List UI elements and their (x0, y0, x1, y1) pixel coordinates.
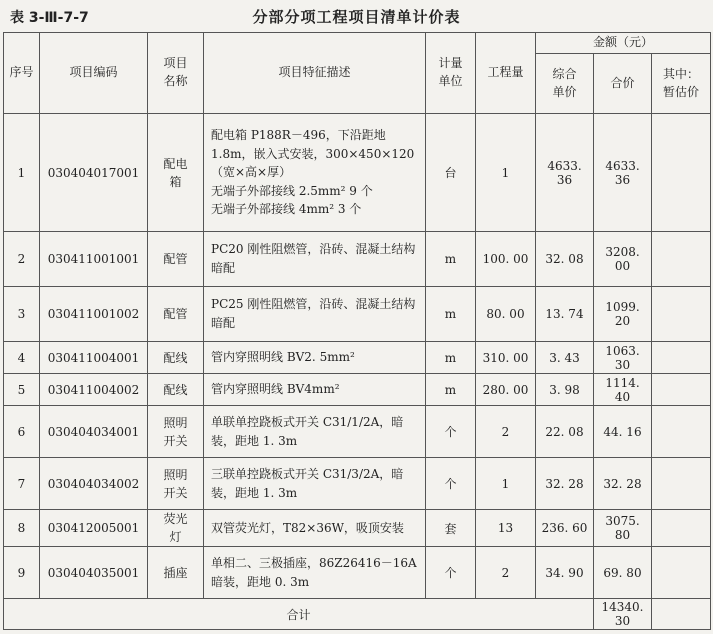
row-desc (204, 374, 426, 406)
row-unit: m (426, 374, 476, 406)
row-total: 3208. 00 (594, 232, 652, 287)
row-unit-price: 32. 28 (536, 458, 594, 510)
row-qty: 310. 00 (476, 342, 536, 374)
row-qty: 100. 00 (476, 232, 536, 287)
row-code: 030404035001 (40, 547, 148, 599)
row-total: 3075. 80 (594, 510, 652, 547)
row-provisional (652, 406, 711, 458)
row-unit-price: 13. 74 (536, 287, 594, 342)
table-row (4, 232, 711, 287)
row-unit-price: 4633. 36 (536, 114, 594, 232)
row-code: 030404017001 (40, 114, 148, 232)
row-desc (204, 406, 426, 458)
row-name-text: 配管 (163, 307, 188, 321)
row-name (148, 232, 204, 287)
desc-line: 管内穿照明线 BV2. 5mm² (211, 350, 355, 365)
footer-label: 合计 (4, 599, 594, 630)
row-unit: 个 (426, 547, 476, 599)
row-code: 030411001002 (40, 287, 148, 342)
row-unit-price: 22. 08 (536, 406, 594, 458)
header-name: 项目名称 (148, 33, 204, 114)
row-unit: m (426, 342, 476, 374)
row-provisional (652, 510, 711, 547)
row-qty: 13 (476, 510, 536, 547)
row-total: 1063. 30 (594, 342, 652, 374)
header-unit-price: 综合单价 (536, 54, 594, 114)
desc-line: 三联单控跷板式开关 C31/3/2A，暗装，距地 1. 3m (211, 466, 404, 500)
row-unit: 套 (426, 510, 476, 547)
row-name (148, 547, 204, 599)
desc-line: 配电箱 P188R－496，下沿距地 1.8m，嵌入式安装，300×450×120（宽×高×厚） (211, 128, 415, 180)
row-name (148, 374, 204, 406)
row-unit-price: 32. 08 (536, 232, 594, 287)
row-name (148, 342, 204, 374)
row-seq: 4 (4, 342, 40, 374)
row-provisional (652, 374, 711, 406)
row-seq: 9 (4, 547, 40, 599)
row-provisional (652, 232, 711, 287)
row-unit-price: 34. 90 (536, 547, 594, 599)
row-seq: 5 (4, 374, 40, 406)
row-code: 030404034002 (40, 458, 148, 510)
header-code: 项目编码 (40, 33, 148, 114)
footer-total: 14340. 30 (594, 599, 652, 630)
row-code: 030411004002 (40, 374, 148, 406)
header-provisional: 其中：暂估价 (652, 54, 711, 114)
header-qty: 工程量 (476, 33, 536, 114)
row-seq: 7 (4, 458, 40, 510)
row-desc (204, 510, 426, 547)
desc-line: 无端子外部接线 2.5mm² 9 个 (211, 183, 373, 198)
row-unit: 台 (426, 114, 476, 232)
row-provisional (652, 114, 711, 232)
header-amount-group: 金额（元） (536, 33, 711, 54)
table-row (4, 458, 711, 510)
table-row (4, 114, 711, 232)
table-row (4, 406, 711, 458)
desc-line: 无端子外部接线 4mm² 3 个 (211, 202, 362, 217)
row-seq: 1 (4, 114, 40, 232)
row-desc (204, 287, 426, 342)
footer-provisional (652, 599, 711, 630)
row-name (148, 406, 204, 458)
row-name-text: 照明开关 (163, 415, 188, 448)
row-unit: m (426, 232, 476, 287)
row-unit: 个 (426, 406, 476, 458)
row-code: 030404034001 (40, 406, 148, 458)
row-provisional (652, 547, 711, 599)
row-name-text: 配电箱 (163, 156, 188, 189)
row-unit: 个 (426, 458, 476, 510)
row-total: 4633. 36 (594, 114, 652, 232)
bill-of-quantities-table (3, 32, 711, 630)
row-seq: 8 (4, 510, 40, 547)
row-name (148, 510, 204, 547)
row-total: 1114. 40 (594, 374, 652, 406)
row-unit: m (426, 287, 476, 342)
row-desc (204, 458, 426, 510)
row-seq: 3 (4, 287, 40, 342)
table-row (4, 547, 711, 599)
table-row (4, 287, 711, 342)
desc-line: 管内穿照明线 BV4mm² (211, 382, 340, 397)
row-name-text: 照明开关 (163, 467, 188, 500)
row-name-text: 配线 (163, 350, 188, 365)
header-total: 合价 (594, 54, 652, 114)
header-seq: 序号 (4, 33, 40, 114)
row-total: 32. 28 (594, 458, 652, 510)
table-number: 表 3-Ⅲ-7-7 (10, 10, 89, 26)
row-desc (204, 114, 426, 232)
row-qty: 80. 00 (476, 287, 536, 342)
row-code: 030411004001 (40, 342, 148, 374)
desc-line: 单联单控跷板式开关 C31/1/2A，暗装，距地 1. 3m (211, 414, 404, 448)
row-qty: 280. 00 (476, 374, 536, 406)
row-total: 1099. 20 (594, 287, 652, 342)
row-qty: 1 (476, 458, 536, 510)
header-unit: 计量单位 (426, 33, 476, 114)
row-name-text: 插座 (163, 565, 188, 580)
row-name-text: 配线 (163, 382, 188, 397)
row-seq: 6 (4, 406, 40, 458)
row-provisional (652, 458, 711, 510)
row-unit-price: 236. 60 (536, 510, 594, 547)
row-code: 030412005001 (40, 510, 148, 547)
row-desc (204, 342, 426, 374)
row-code: 030411001001 (40, 232, 148, 287)
row-unit-price: 3. 98 (536, 374, 594, 406)
row-unit-price: 3. 43 (536, 342, 594, 374)
desc-line: PC20 刚性阻燃管，沿砖、混凝土结构暗配 (211, 242, 416, 275)
row-name-text: 荧光灯 (163, 512, 188, 544)
row-seq: 2 (4, 232, 40, 287)
desc-line: PC25 刚性阻燃管，沿砖、混凝土结构暗配 (211, 297, 416, 330)
row-name-text: 配管 (163, 252, 188, 266)
table-row (4, 374, 711, 406)
row-total: 44. 16 (594, 406, 652, 458)
row-qty: 2 (476, 406, 536, 458)
row-provisional (652, 342, 711, 374)
row-name (148, 287, 204, 342)
row-total: 69. 80 (594, 547, 652, 599)
table-row (4, 510, 711, 547)
row-name (148, 458, 204, 510)
row-desc (204, 547, 426, 599)
desc-line: 单相二、三极插座，86Z26416－16A 暗装，距地 0. 3m (211, 555, 417, 589)
row-qty: 2 (476, 547, 536, 599)
row-desc (204, 232, 426, 287)
desc-line: 双管荧光灯，T82×36W，吸顶安装 (211, 520, 404, 535)
row-qty: 1 (476, 114, 536, 232)
table-title: 分部分项工程项目清单计价表 (252, 8, 461, 26)
header-desc: 项目特征描述 (204, 33, 426, 114)
row-name (148, 114, 204, 232)
row-provisional (652, 287, 711, 342)
table-row (4, 342, 711, 374)
